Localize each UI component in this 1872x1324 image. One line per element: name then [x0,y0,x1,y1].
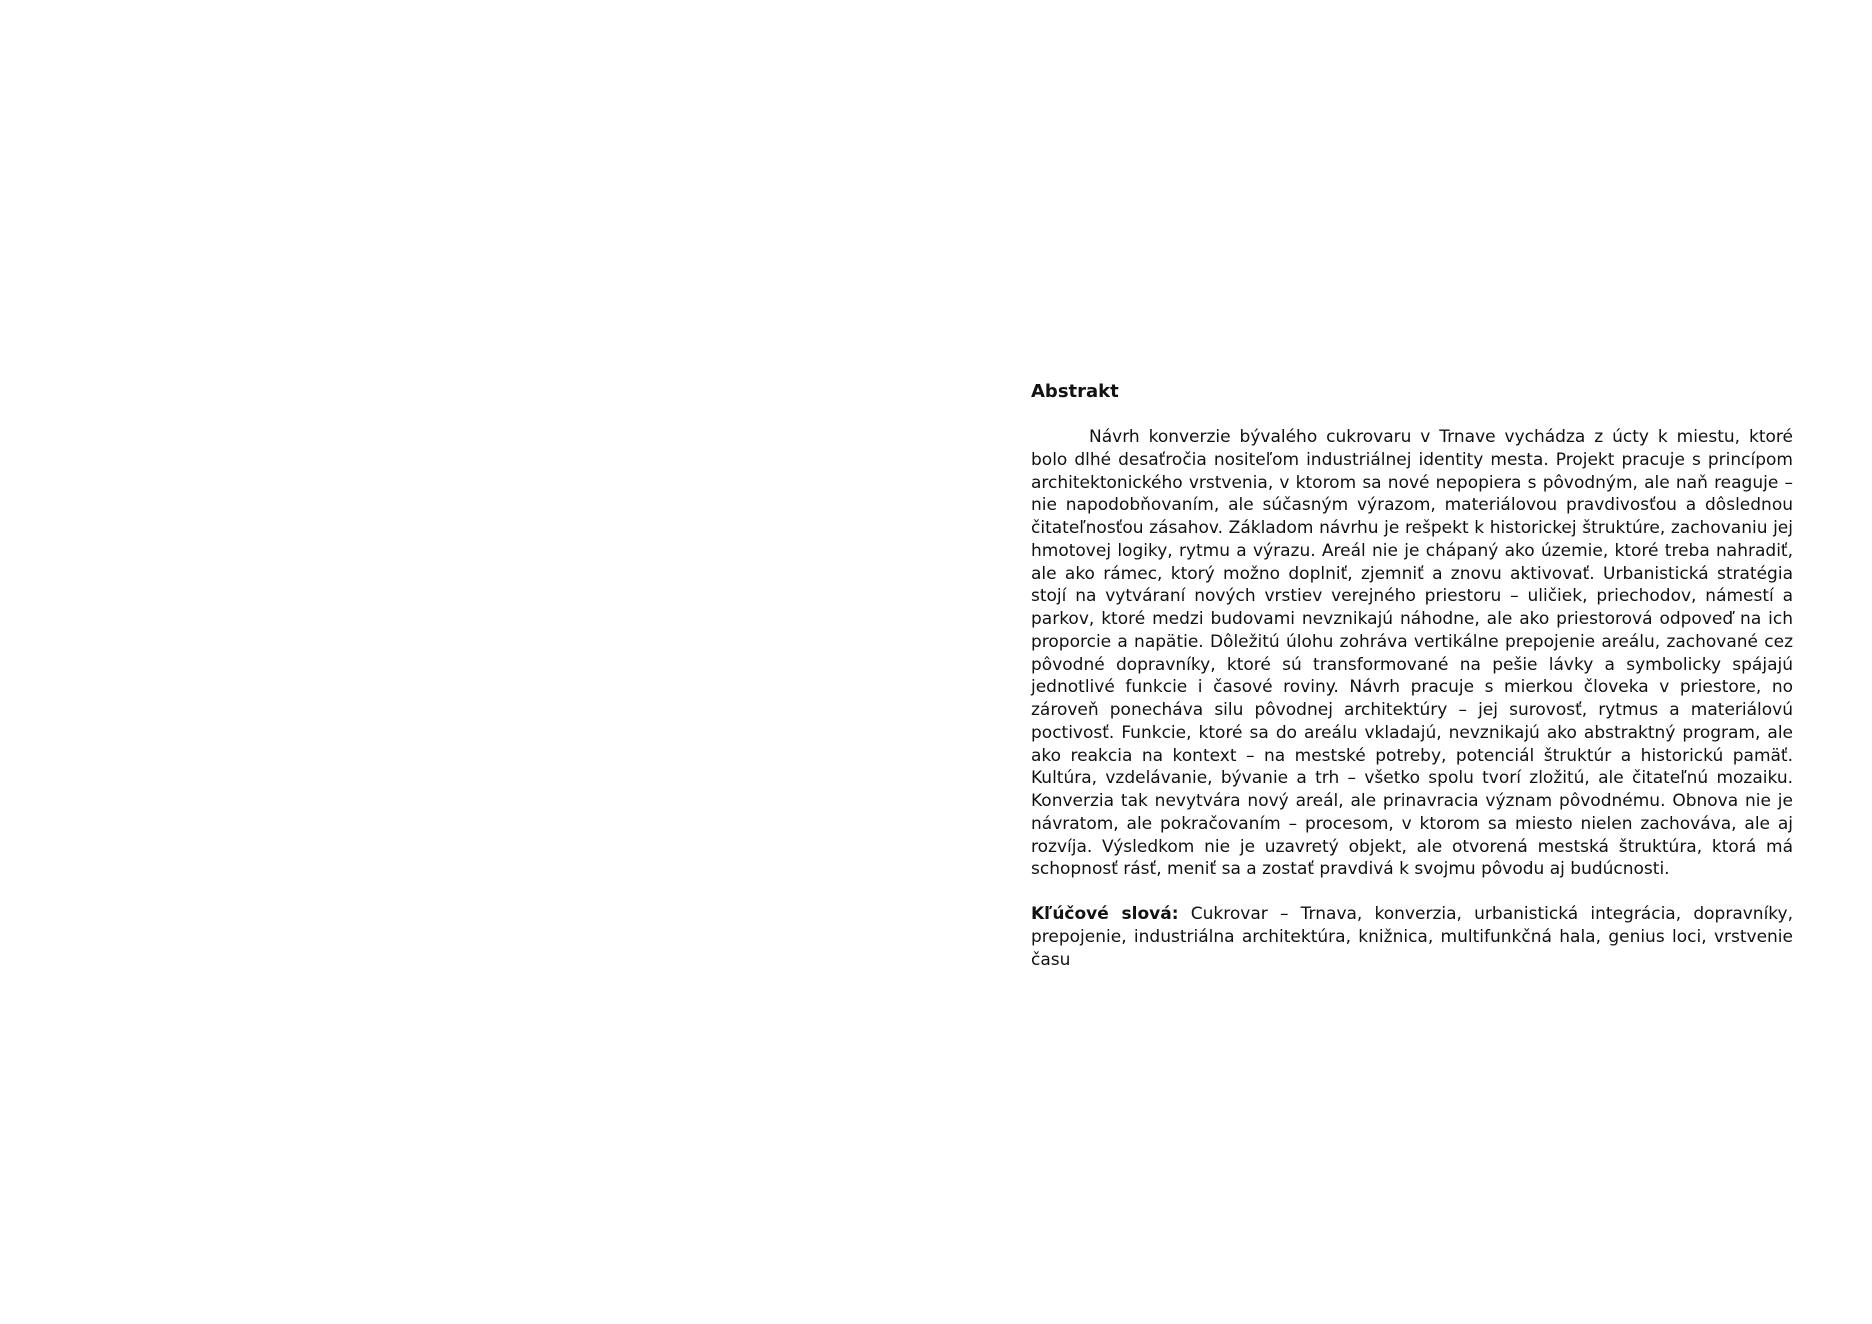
keywords-label: Kľúčové slová: [1031,904,1179,924]
keywords-text: Cukrovar – Trnava, konverzia, urbanistická integrácia, dopravníky, prepojenie, industriálna architektúra, knižnica, multifunkčná hala, genius loci, vrstvenie času [1031,904,1793,970]
abstract-heading: Abstrakt [1031,381,1119,402]
keywords-paragraph [1031,903,1793,971]
abstract-paragraph: Návrh konverzie bývalého cukrovaru v Trnave vychádza z úcty k miestu, ktoré bolo dlhé desaťročia nositeľom industriálnej identity mesta. Projekt pracuje s princípom architektonického vrstvenia, v ktorom sa nové nepopiera s pôvodným, ale naň reaguje – nie napodobňovaním, ale súčasným výrazom, materiálovou pravdivosťou a dôslednou čitateľnosťou zásahov. Základom návrhu je rešpekt k historickej štruktúre, zachovaniu jej hmotovej logiky, rytmu a výrazu. Areál nie je chápaný ako územie, ktoré treba nahradiť, ale ako rámec, ktorý možno doplniť, zjemniť a znovu aktivovať. Urbanistická stratégia stojí na vytváraní nových vrstiev verejného priestoru – uličiek, priechodov, námestí a parkov, ktoré medzi budovami nevznikajú náhodne, ale ako priestorová odpoveď na ich proporcie a napätie. Dôležitú úlohu zohráva vertikálne prepojenie areálu, zachované cez pôvodné dopravníky, ktoré sú transformované na pešie lávky a symbolicky spájajú jednotlivé funkcie i časové roviny. Návrh pracuje s mierkou človeka v priestore, no zároveň ponecháva silu pôvodnej architektúry – jej surovosť, rytmus a materiálovú poctivosť. Funkcie, ktoré sa do areálu vkladajú, nevznikajú ako abstraktný program, ale ako reakcia na kontext – na mestské potreby, potenciál štruktúr a historickú pamäť. Kultúra, vzdelávanie, bývanie a trh – všetko spolu tvorí zložitú, ale čitateľnú mozaiku. Konverzia tak nevytvára nový areál, ale prinavracia význam pôvodnému. Obnova nie je návratom, ale pokračovaním – procesom, v ktorom sa miesto nielen zachováva, ale aj rozvíja. Výsledkom nie je uzavretý objekt, ale otvorená mestská štruktúra, ktorá má schopnosť rásť, meniť sa a zostať pravdivá k svojmu pôvodu aj budúcnosti. [1031,427,1793,880]
abstract-section [1031,380,1793,971]
